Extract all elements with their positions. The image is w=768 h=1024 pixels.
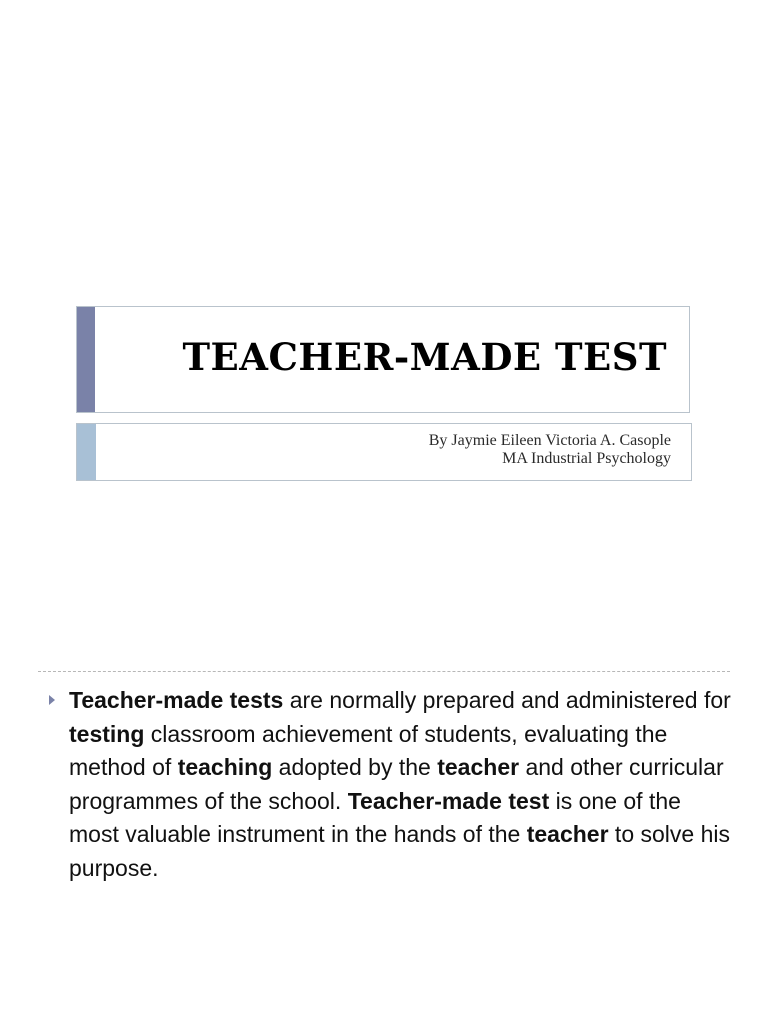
text-run: are normally prepared and administered for	[283, 687, 731, 713]
author-line: By Jaymie Eileen Victoria A. Casople	[428, 432, 671, 449]
text-run: teaching	[177, 754, 273, 780]
title-box	[76, 306, 690, 413]
text-run: Teacher-made test	[347, 787, 550, 814]
slide-divider	[38, 671, 730, 672]
title-accent-bar	[77, 307, 95, 412]
text-run: is one of the most valuable instrument in the hands of the	[69, 787, 681, 847]
slide-title: TEACHER-MADE TEST	[182, 335, 667, 379]
subtitle-box	[76, 423, 692, 481]
triangle-bullet-icon	[49, 695, 55, 705]
text-run: adopted by the	[272, 754, 438, 780]
program-line: MA Industrial Psychology	[502, 450, 671, 467]
subtitle-accent-bar	[77, 424, 96, 480]
text-run: to solve his purpose.	[69, 821, 730, 881]
text-run: Teacher-made tests	[69, 687, 284, 713]
subtitle	[429, 432, 671, 468]
text-run: testing	[69, 720, 145, 747]
text-run: and other curricular programmes of the school.	[69, 754, 724, 814]
text-run: classroom achievement of students, evaluating the method of	[69, 720, 668, 780]
bullet-paragraph	[69, 684, 734, 885]
text-run: teacher	[437, 754, 520, 780]
text-run: teacher	[526, 821, 609, 847]
